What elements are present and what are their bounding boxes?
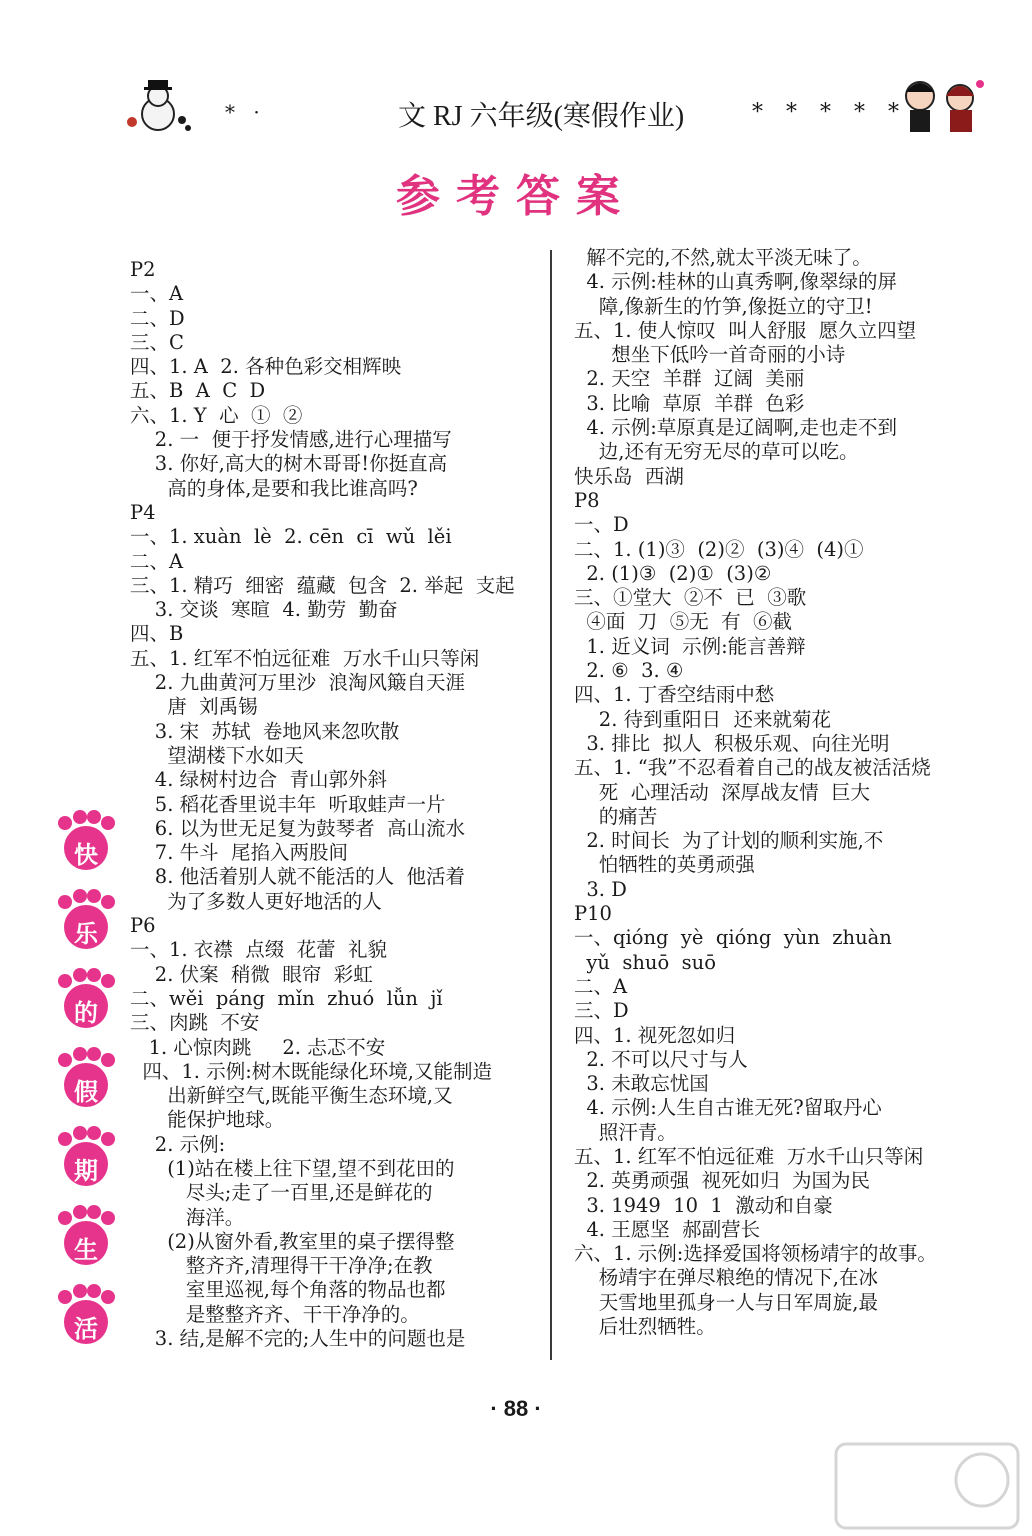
answer-line: 五、B A C D (130, 379, 266, 403)
answer-line: 四、1. A 2. 各种色彩交相辉映 (130, 355, 402, 379)
answer-line: ④面 刀 ⑤无 有 ⑥截 (574, 610, 792, 634)
paw-toe (101, 974, 115, 988)
answer-line: 二、A (574, 974, 628, 998)
answer-line: 六、1. Y 心 ① ② (130, 403, 303, 427)
paw-toe (87, 968, 101, 982)
paw-badge (54, 1047, 118, 1115)
answer-line: 2. 英勇顽强 视死如归 为国为民 (574, 1169, 870, 1193)
answer-line: P8 (574, 488, 600, 512)
paw-toe (87, 810, 101, 824)
page-header (0, 96, 1032, 136)
answer-column-right (574, 246, 994, 1339)
answer-line: 2. 天空 羊群 辽阔 美丽 (574, 367, 805, 391)
answer-line: 三、肉跳 不安 (130, 1011, 260, 1035)
answer-line: 3. 排比 拟人 积极乐观、向往光明 (574, 731, 890, 755)
paw-char: 活 (74, 1315, 98, 1343)
answer-line: 2. 待到重阳日 还来就菊花 (574, 707, 831, 731)
answer-line: 1. 近义词 示例:能言善辩 (574, 634, 806, 658)
paw-char: 快 (74, 841, 98, 869)
answer-line: 4. 示例:草原真是辽阔啊,走也走不到 (574, 416, 897, 440)
paw-toe (73, 1284, 87, 1298)
answer-line: 3. 未敢忘忧国 (574, 1072, 709, 1096)
answer-line: 三、1. 精巧 细密 蕴藏 包含 2. 举起 支起 (130, 573, 515, 597)
answer-line: 边,还有无穷无尽的草可以吃。 (574, 440, 859, 464)
paw-char: 生 (74, 1236, 98, 1264)
answer-line: 的痛苦 (574, 804, 658, 828)
paw-toe (87, 889, 101, 903)
answer-line: 5. 稻花香里说丰年 听取蛙声一片 (130, 792, 446, 816)
page-number: · 88 · (490, 1396, 542, 1421)
answer-line: 2. 九曲黄河万里沙 浪淘风簸自天涯 (130, 671, 465, 695)
answer-line: 杨靖宇在弹尽粮绝的情况下,在冰 (574, 1266, 878, 1290)
paw-toe (87, 1047, 101, 1061)
paw-toe (73, 1126, 87, 1140)
answer-line: 想坐下低吟一首奇丽的小诗 (574, 343, 846, 367)
answer-line: 2. 不可以尺寸与人 (574, 1047, 748, 1071)
answer-line: 天雪地里孤身一人与日军周旋,最 (574, 1290, 878, 1314)
answer-line: 一、D (574, 513, 629, 537)
paw-toe (73, 889, 87, 903)
answer-line: 一、qióng yè qióng yùn zhuàn (574, 926, 892, 950)
answer-line: yǔ shuō suō (574, 950, 716, 974)
paw-badge (54, 889, 118, 957)
answer-line: 死 心理活动 深厚战友情 巨大 (574, 780, 870, 804)
answer-line: 8. 他活着别人就不能活的人 他活着 (130, 865, 465, 889)
answer-line: 6. 以为世无足复为鼓琴者 高山流水 (130, 816, 465, 840)
paw-toe (73, 1205, 87, 1219)
answer-line: 五、1. “我”不忍看着自己的战友被活活烧 (574, 756, 931, 780)
answer-line: 是整整齐齐、干干净净的。 (130, 1302, 420, 1326)
paw-toe (58, 1211, 72, 1225)
answer-line: 解不完的,不然,就太平淡无味了。 (574, 246, 872, 269)
answer-line: 整齐齐,清理得干干净净;在教 (130, 1254, 433, 1278)
answer-line: 三、C (130, 330, 184, 354)
answer-line: 二、1. (1)③ (2)② (3)④ (4)① (574, 537, 864, 561)
answer-line: 四、1. 视死忽如归 (574, 1023, 736, 1047)
answer-line: 3. 结,是解不完的;人生中的问题也是 (130, 1327, 466, 1351)
answer-line: 4. 示例:人生自古谁无死?留取丹心 (574, 1096, 882, 1120)
answer-column-left (130, 258, 540, 1351)
answer-line: (1)站在楼上往下望,望不到花田的 (130, 1156, 455, 1180)
side-label-happy-holiday (54, 810, 124, 1363)
header-stars-right: * * * * * (752, 100, 907, 125)
answer-line: 后壮烈牺牲。 (574, 1315, 716, 1339)
answer-line: 三、D (574, 999, 629, 1023)
answer-line: P4 (130, 500, 156, 524)
answer-line: 二、wěi páng mǐn zhuó lǚn jǐ (130, 986, 443, 1010)
answer-line: 障,像新生的竹笋,像挺立的守卫! (574, 294, 873, 318)
answer-line: 高的身体,是要和我比谁高吗? (130, 476, 418, 500)
answer-line: 出新鲜空气,既能平衡生态环境,又 (130, 1084, 453, 1108)
answer-line: 一、1. 衣襟 点缀 花蕾 礼貌 (130, 938, 387, 962)
answer-line: 4. 绿树村边合 青山郭外斜 (130, 768, 387, 792)
paw-toe (87, 1284, 101, 1298)
answer-line: 3. 1949 10 1 激动和自豪 (574, 1193, 833, 1217)
header-stars-left: * · (225, 100, 266, 124)
paw-badge (54, 1205, 118, 1273)
paw-toe (101, 895, 115, 909)
paw-toe (58, 1053, 72, 1067)
column-divider (550, 250, 552, 1360)
paw-toe (58, 1290, 72, 1304)
answer-line: 能保护地球。 (130, 1108, 285, 1132)
answer-line: 二、D (130, 306, 185, 330)
paw-toe (58, 974, 72, 988)
answer-line: 三、①堂大 ②不 已 ③歌 (574, 586, 807, 610)
paw-toe (101, 1211, 115, 1225)
paw-toe (101, 816, 115, 830)
header-subject: 文 RJ 六年级(寒假作业) (398, 101, 685, 132)
answer-line: 1. 心惊肉跳 2. 忐忑不安 (130, 1035, 386, 1059)
page-title: 参考答案 (396, 171, 636, 222)
answer-line: 唐 刘禹锡 (130, 695, 258, 719)
paw-badge (54, 810, 118, 878)
paw-char: 假 (74, 1078, 98, 1106)
paw-toe (58, 895, 72, 909)
answer-line: P2 (130, 258, 156, 281)
paw-toe (58, 1132, 72, 1146)
answer-line: 四、B (130, 622, 184, 646)
answer-line: 3. 你好,高大的树木哥哥!你挺直高 (130, 452, 448, 476)
answer-line: 五、1. 使人惊叹 叫人舒服 愿久立四望 (574, 318, 917, 342)
answer-line: 六、1. 示例:选择爱国将领杨靖宇的故事。 (574, 1242, 937, 1266)
paw-badge (54, 1126, 118, 1194)
answer-line: 3. 比喻 草原 羊群 色彩 (574, 391, 805, 415)
paw-toe (101, 1053, 115, 1067)
answer-line: 3. 宋 苏轼 卷地风来忽吹散 (130, 719, 400, 743)
answer-line: 2. ⑥ 3. ④ (574, 659, 684, 683)
paw-char: 期 (74, 1157, 98, 1185)
paw-toe (73, 810, 87, 824)
paw-toe (101, 1132, 115, 1146)
answer-line: 尽头;走了一百里,还是鲜花的 (130, 1181, 433, 1205)
answer-line: 二、A (130, 549, 184, 573)
answer-line: 五、1. 红军不怕远征难 万水千山只等闲 (574, 1144, 924, 1168)
paw-toe (101, 1290, 115, 1304)
paw-toe (73, 968, 87, 982)
answer-line: 海洋。 (130, 1205, 245, 1229)
answer-line: 四、1. 丁香空结雨中愁 (574, 683, 775, 707)
answer-line: 2. 伏案 稍微 眼帘 彩虹 (130, 962, 373, 986)
paw-toe (58, 816, 72, 830)
paw-badge (54, 968, 118, 1036)
paw-char: 乐 (74, 920, 98, 948)
answer-line: 四、1. 示例:树木既能绿化环境,又能制造 (130, 1059, 492, 1083)
answer-line: 照汗青。 (574, 1120, 677, 1144)
watermark-logo (832, 1440, 1022, 1532)
answer-line: 4. 王愿坚 郝副营长 (574, 1217, 761, 1241)
answer-line: P10 (574, 902, 612, 926)
answer-line: 为了多数人更好地活的人 (130, 889, 382, 913)
answer-line: 望湖楼下水如天 (130, 743, 304, 767)
answer-line: 4. 示例:桂林的山真秀啊,像翠绿的屏 (574, 270, 897, 294)
answer-line: 室里巡视,每个角落的物品也都 (130, 1278, 446, 1302)
answer-line: 一、A (130, 282, 184, 306)
paw-badge (54, 1284, 118, 1352)
answer-line: 7. 牛斗 尾掐入两股间 (130, 841, 348, 865)
answer-line: 3. D (574, 877, 627, 901)
answer-line: 2. (1)③ (2)① (3)② (574, 561, 772, 585)
answer-line: 3. 交谈 寒暄 4. 勤劳 勤奋 (130, 598, 398, 622)
answer-line: 一、1. xuàn lè 2. cēn cī wǔ lěi (130, 525, 452, 549)
answer-line: 2. 示例: (130, 1132, 226, 1156)
paw-toe (87, 1205, 101, 1219)
answer-line: P6 (130, 914, 156, 938)
paw-toe (87, 1126, 101, 1140)
paw-char: 的 (74, 999, 98, 1027)
answer-line: 快乐岛 西湖 (574, 464, 684, 488)
paw-toe (73, 1047, 87, 1061)
answer-line: 2. 一 便于抒发情感,进行心理描写 (130, 428, 452, 452)
answer-line: 怕牺牲的英勇顽强 (574, 853, 755, 877)
answer-line: (2)从窗外看,教室里的桌子摆得整 (130, 1229, 455, 1253)
answer-line: 五、1. 红军不怕远征难 万水千山只等闲 (130, 646, 480, 670)
answer-line: 2. 时间长 为了计划的顺利实施,不 (574, 829, 884, 853)
